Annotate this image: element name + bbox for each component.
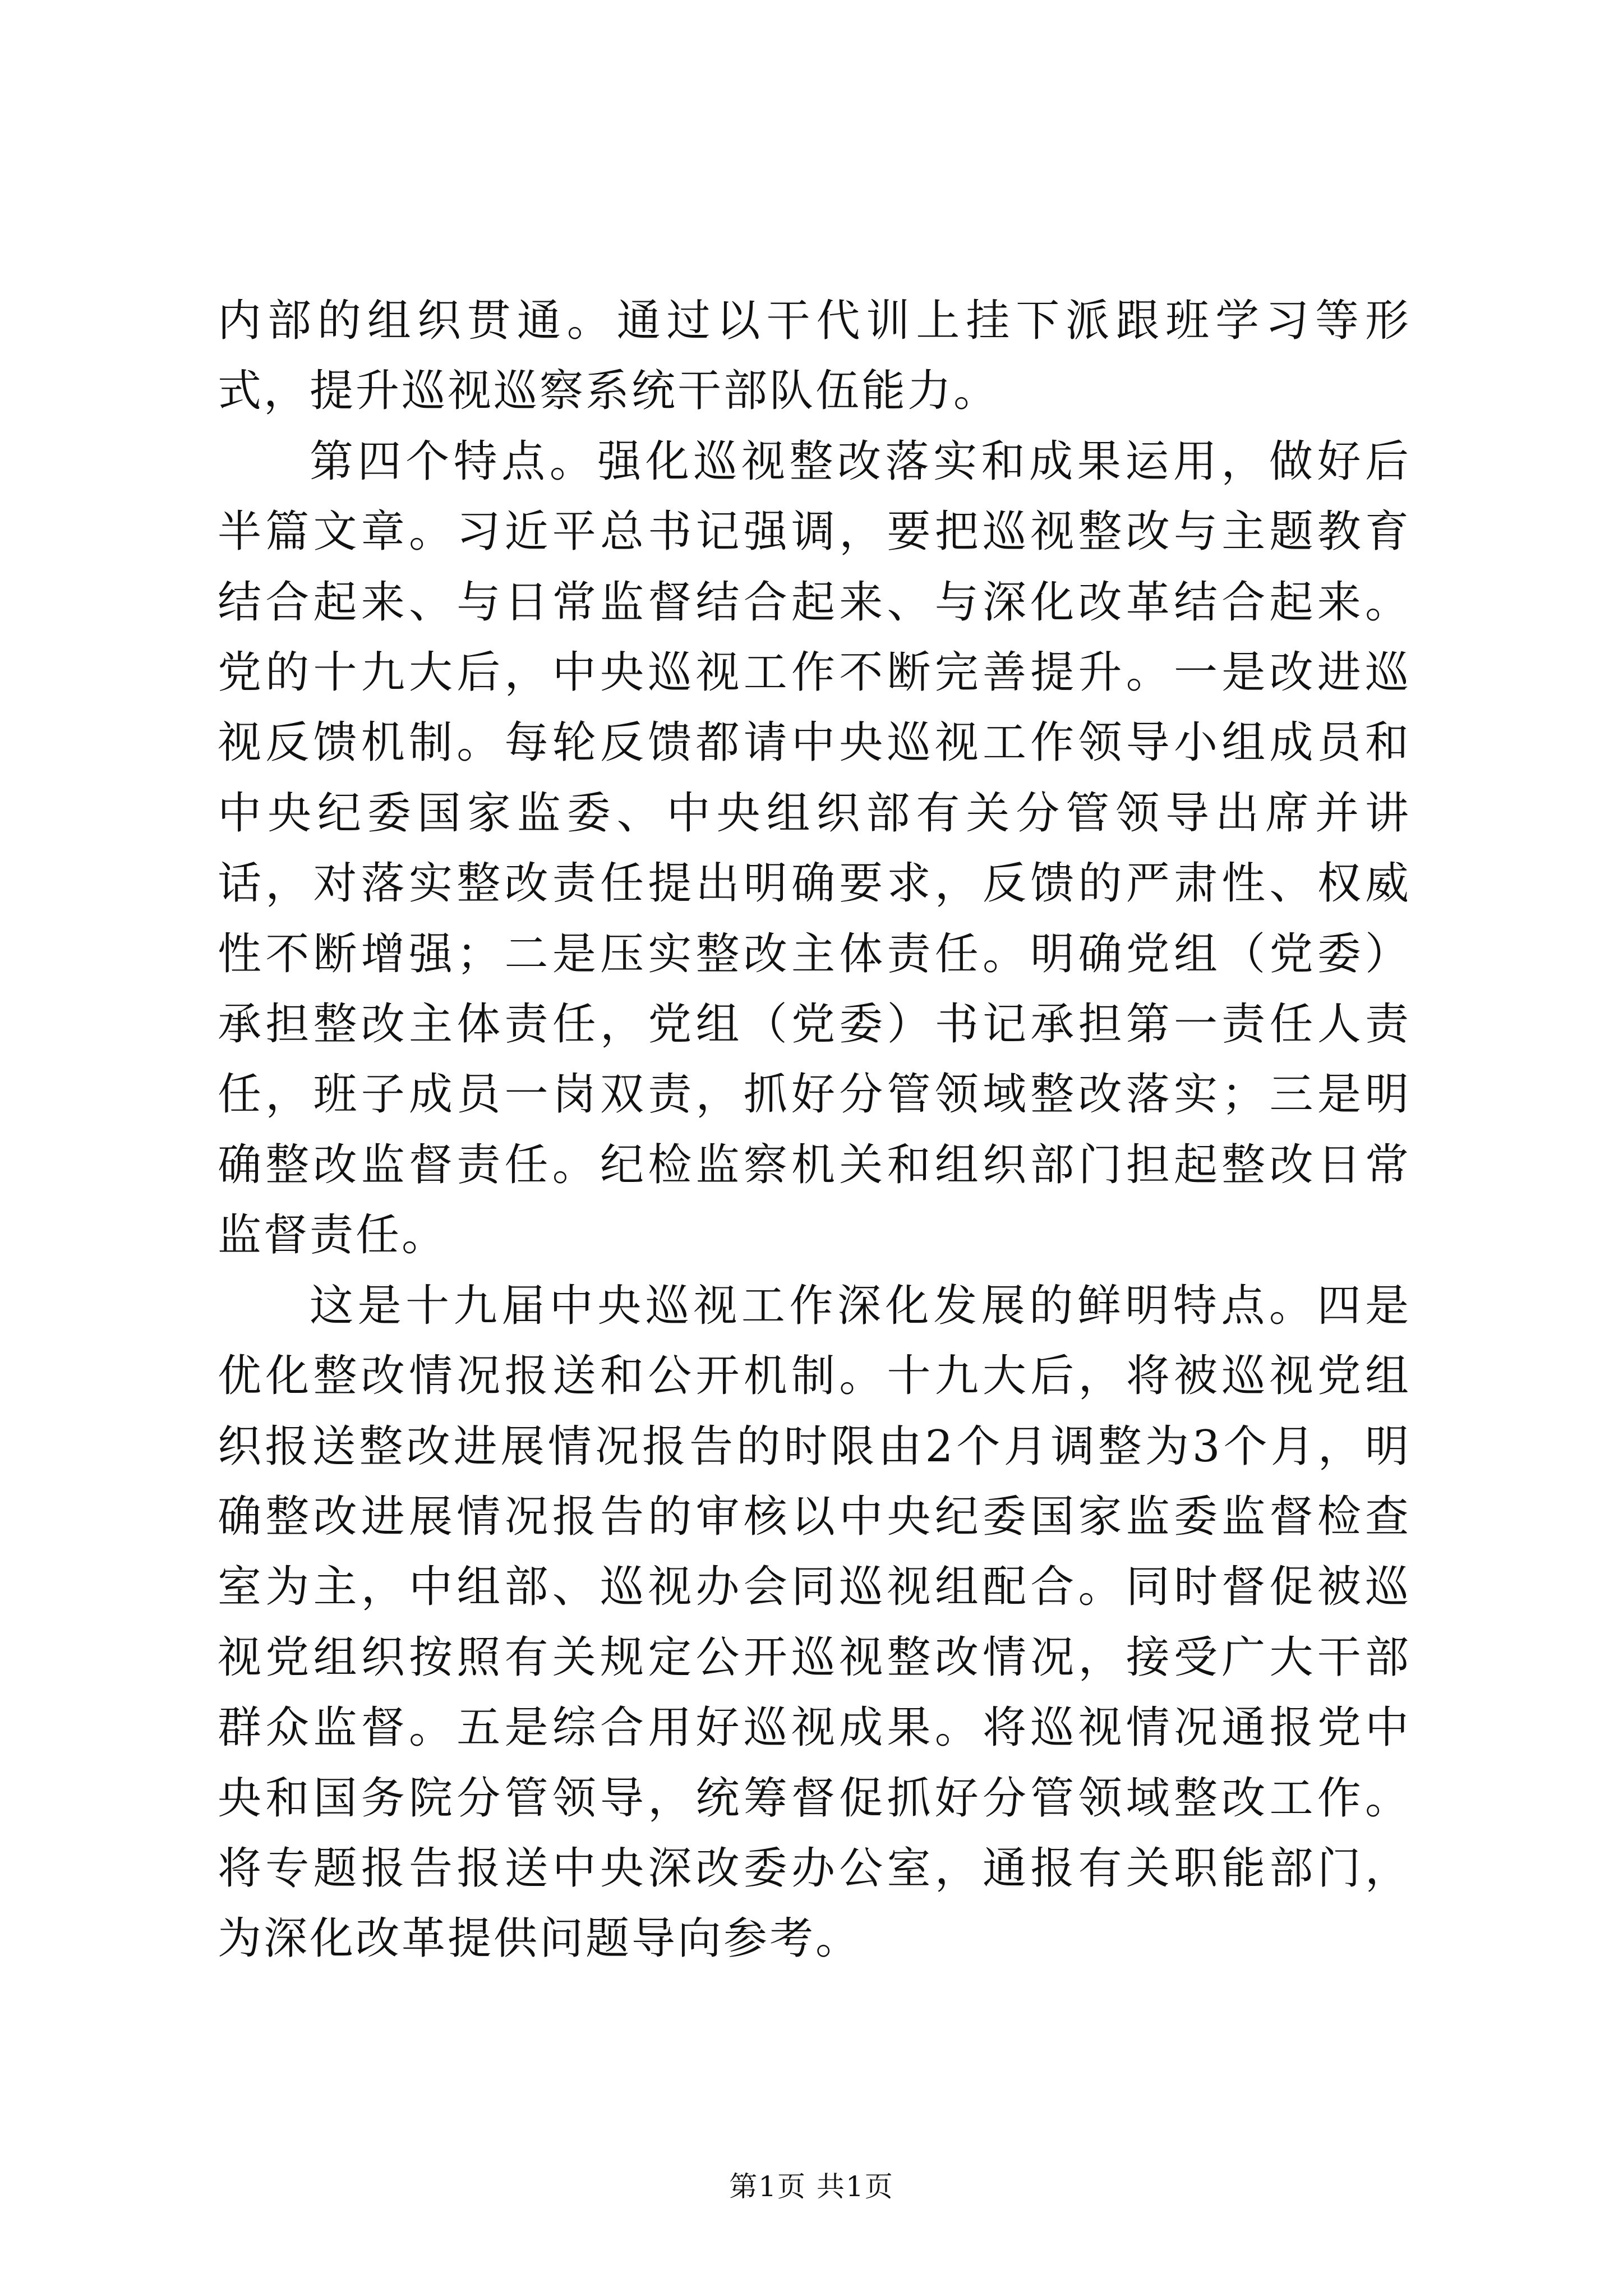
- paragraph-fourth-feature: 第四个特点。强化巡视整改落实和成果运用，做好后半篇文章。习近平总书记强调，要把巡视整改与主题教育结合起来、与日常监督结合起来、与深化改革结合起来。党的十九大后，中央巡视工作不断完善提升。一是改进巡视反馈机制。每轮反馈都请中央巡视工作领导小组成员和中央纪委国家监委、中央组织部有关分管领导出席并讲话，对落实整改责任提出明确要求，反馈的严肃性、权威性不断增强；二是压实整改主体责任。明确党组（党委）承担整改主体责任，党组（党委）书记承担第一责任人责任，班子成员一岗双责，抓好分管领域整改落实；三是明确整改监督责任。纪检监察机关和组织部门担起整改日常监督责任。: [218, 436, 1411, 1261]
- document-body: [218, 286, 1411, 1975]
- paragraph-nineteenth-session: 这是十九届中央巡视工作深化发展的鲜明特点。四是优化整改情况报送和公开机制。十九大后，将被巡视党组织报送整改进展情况报告的时限由2个月调整为3个月，明确整改进展情况报告的审核以中央纪委国家监委监督检查室为主，中组部、巡视办会同巡视组配合。同时督促被巡视党组织按照有关规定公开巡视整改情况，接受广大干部群众监督。五是综合用好巡视成果。将巡视情况通报党中央和国务院分管领导，统筹督促抓好分管领域整改工作。将专题报告报送中央深改委办公室，通报有关职能部门，为深化改革提供问题导向参考。: [218, 1280, 1411, 1964]
- paragraph-continuation: 内部的组织贯通。通过以干代训上挂下派跟班学习等形式，提升巡视巡察系统干部队伍能力。: [218, 296, 1411, 417]
- page-footer: 第1页 共1页: [729, 2170, 894, 2203]
